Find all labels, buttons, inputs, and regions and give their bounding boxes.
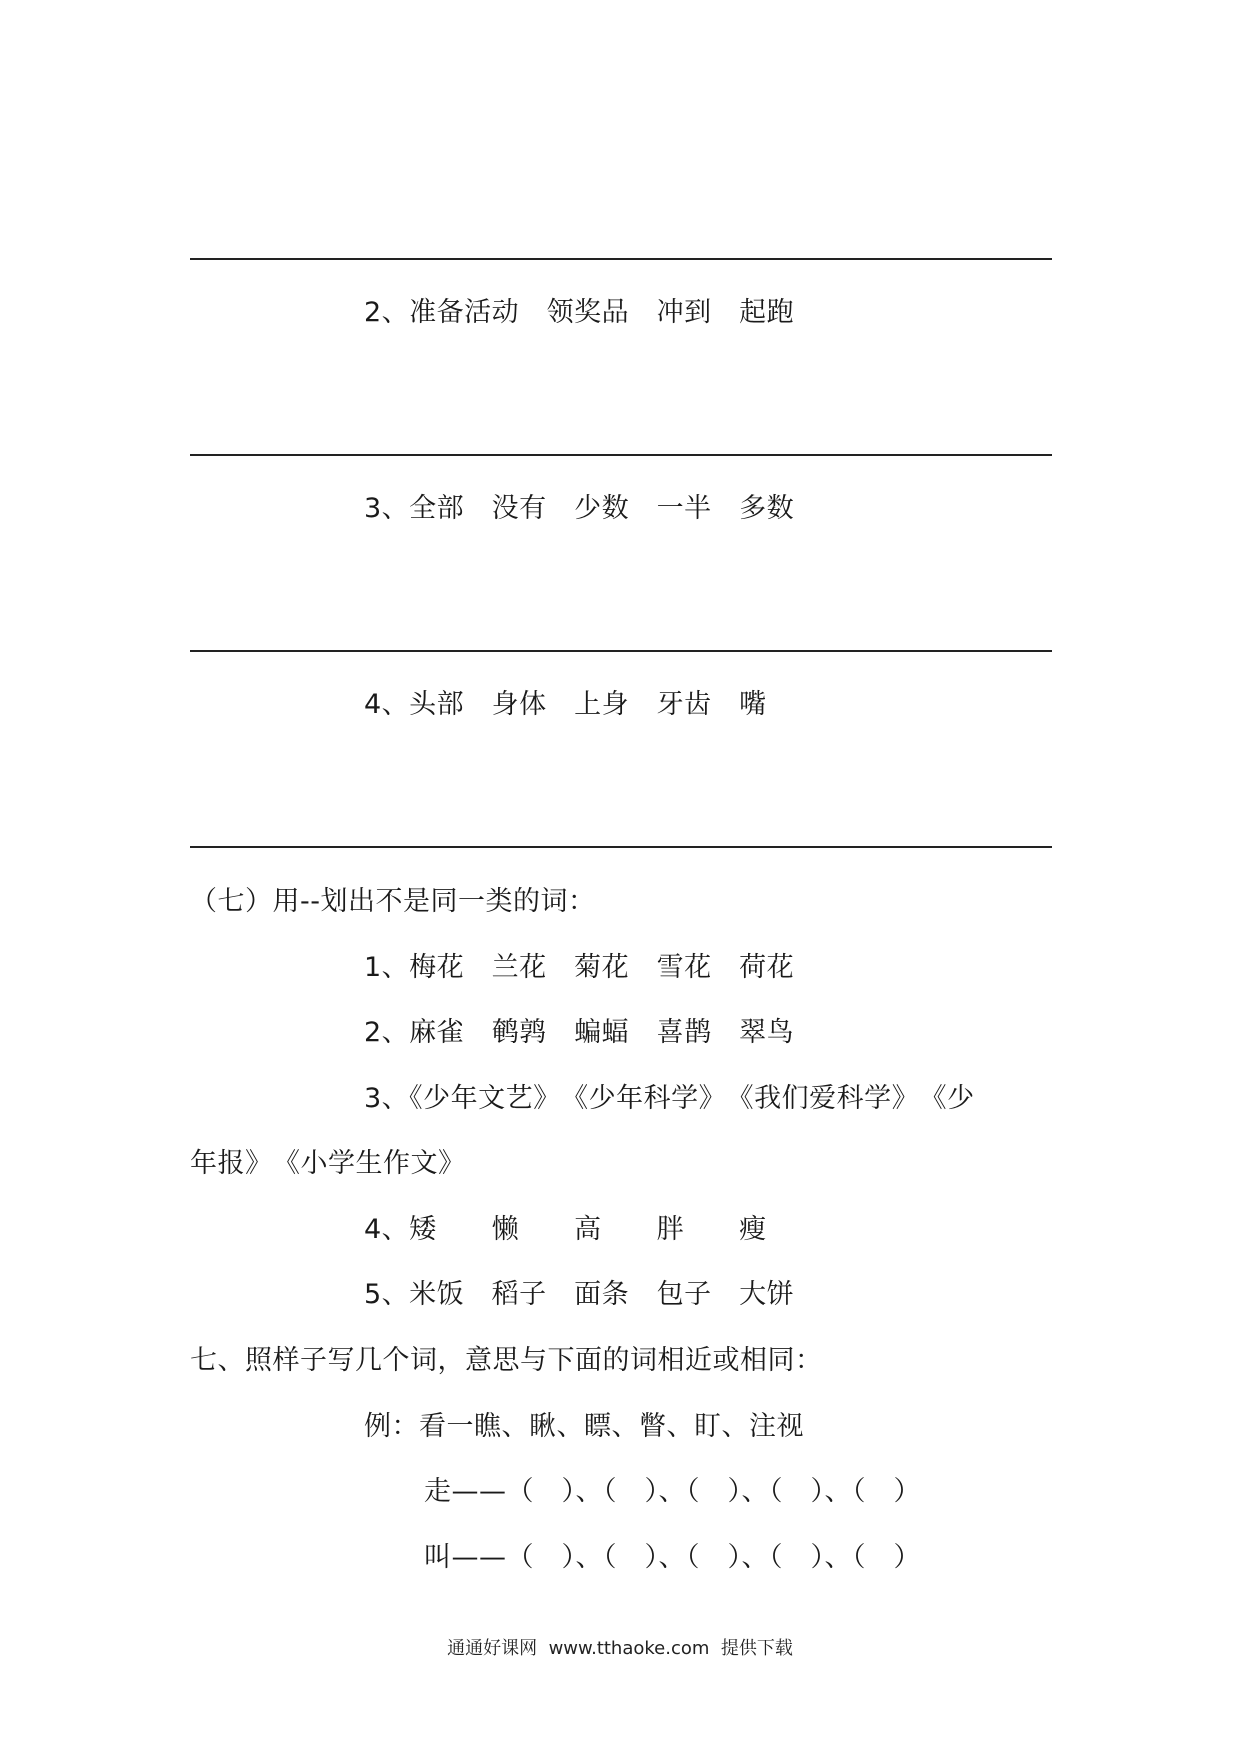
fill-row-call: 叫——（ ）、（ ）、（ ）、（ ）、（ ）	[424, 1542, 921, 1573]
category-item-1: 1、梅花 兰花 菊花 雪花 荷花	[364, 952, 795, 983]
category-item-4: 4、矮 懒 高 胖 瘦	[364, 1214, 767, 1245]
category-item-3-continued: 年报》 《小学生作文》	[190, 1148, 466, 1179]
category-item-5: 5、米饭 稻子 面条 包子 大饼	[364, 1279, 795, 1310]
answer-line-2	[190, 454, 1052, 456]
answer-line-4	[190, 846, 1052, 848]
group-item-2: 2、准备活动 领奖品 冲到 起跑	[364, 297, 795, 328]
example-line: 例：看一瞧、瞅、瞟、瞥、盯、注视	[364, 1411, 804, 1442]
fill-row-walk: 走——（ ）、（ ）、（ ）、（ ）、（ ）	[424, 1476, 921, 1507]
section-heading-seven: 七、照样子写几个词，意思与下面的词相近或相同：	[190, 1345, 823, 1376]
category-item-3: 3、《少年文艺》 《少年科学》 《我们爱科学》 《少	[364, 1083, 975, 1114]
category-item-2: 2、麻雀 鹌鹑 蝙蝠 喜鹊 翠鸟	[364, 1017, 795, 1048]
answer-line-1	[190, 258, 1052, 260]
group-item-4: 4、头部 身体 上身 牙齿 嘴	[364, 689, 767, 720]
page-footer: 通通好课网 www.tthaoke.com 提供下载	[447, 1638, 793, 1659]
group-item-3: 3、全部 没有 少数 一半 多数	[364, 493, 795, 524]
answer-line-3	[190, 650, 1052, 652]
section-heading-seven-paren: （七）用--划出不是同一类的词：	[190, 886, 596, 917]
